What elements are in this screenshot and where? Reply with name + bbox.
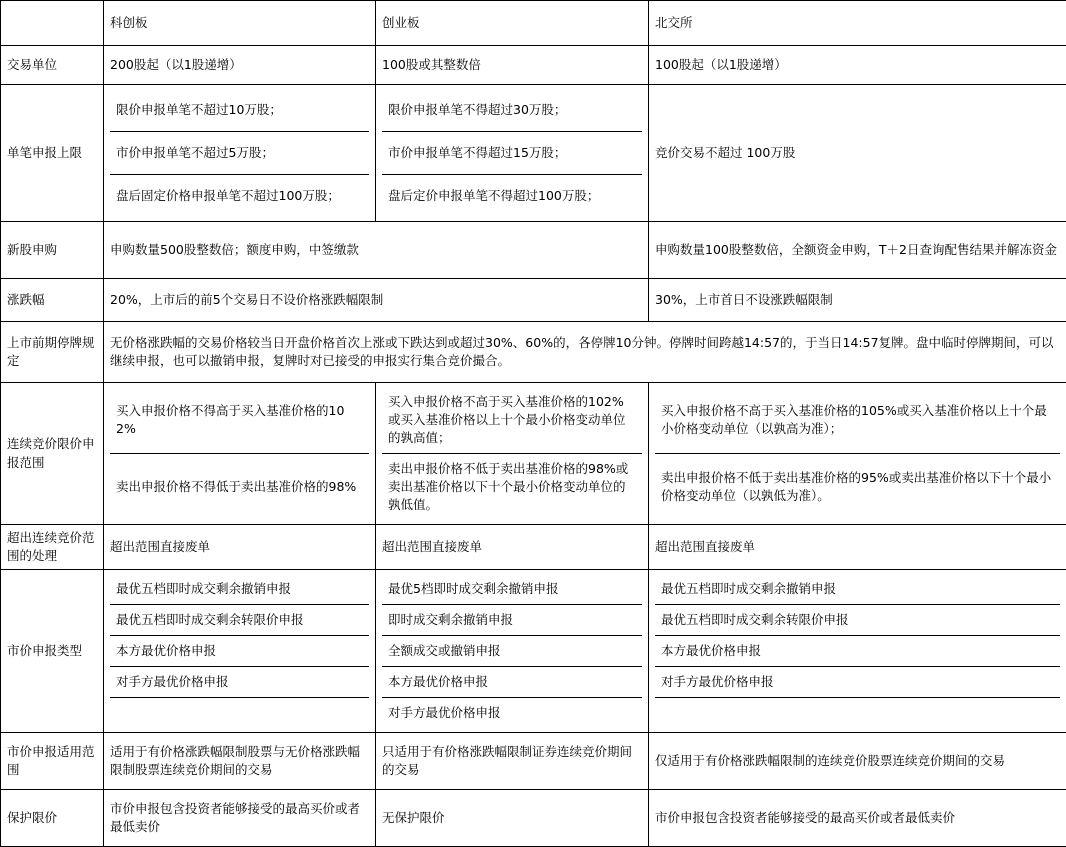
sub-item: 最优五档即时成交剩余撤销申报 bbox=[110, 574, 369, 605]
table-row bbox=[1, 790, 1066, 847]
row-label-price-limit: 涨跌幅 bbox=[1, 279, 104, 322]
cell-out-of-range-beijiaosuo: 超出范围直接废单 bbox=[649, 525, 1066, 570]
row-label-trading-unit: 交易单位 bbox=[1, 46, 104, 85]
sub-item-empty bbox=[655, 698, 1060, 729]
column-header-beijiaosuo: 北交所 bbox=[649, 1, 1066, 46]
sub-item: 对手方最优价格申报 bbox=[382, 698, 642, 729]
column-header-chuangye: 创业板 bbox=[376, 1, 649, 46]
row-label-market-order-scope: 市价申报适用范围 bbox=[1, 733, 104, 790]
sub-item: 对手方最优价格申报 bbox=[655, 667, 1060, 698]
cell-new-share-subscription-kc-cy: 申购数量500股整数倍；额度申购，中签缴款 bbox=[104, 222, 649, 279]
table-row bbox=[1, 46, 1066, 85]
cell-trading-unit-kechuang: 200股起（以1股递增） bbox=[104, 46, 376, 85]
sub-item: 对手方最优价格申报 bbox=[110, 667, 369, 698]
cell-trading-unit-chuangye: 100股或其整数倍 bbox=[376, 46, 649, 85]
table-row bbox=[1, 733, 1066, 790]
sub-item-buy: 买入申报价格不高于买入基准价格的105%或买入基准价格以上十个最小价格变动单位（以孰高为准）； bbox=[655, 387, 1060, 454]
sub-item: 盘后固定价格申报单笔不超过100万股； bbox=[110, 175, 369, 218]
cell-price-limit-beijiaosuo: 30%，上市首日不设涨跌幅限制 bbox=[649, 279, 1066, 322]
row-label-single-order-cap: 单笔申报上限 bbox=[1, 85, 104, 222]
cell-protective-limit-beijiaosuo: 市价申报包含投资者能够接受的最高买价或者最低卖价 bbox=[649, 790, 1066, 847]
cell-continuous-auction-kechuang bbox=[104, 383, 376, 525]
cell-out-of-range-kechuang: 超出范围直接废单 bbox=[104, 525, 376, 570]
table-row bbox=[1, 222, 1066, 279]
table-row bbox=[1, 322, 1066, 383]
sub-item: 限价申报单笔不得超过30万股； bbox=[382, 89, 642, 132]
sub-item: 限价申报单笔不超过10万股； bbox=[110, 89, 369, 132]
sub-item: 本方最优价格申报 bbox=[655, 636, 1060, 667]
table-row bbox=[1, 85, 1066, 222]
cell-market-order-scope-kechuang: 适用于有价格涨跌幅限制股票与无价格涨跌幅限制股票连续竞价期间的交易 bbox=[104, 733, 376, 790]
cell-single-order-cap-chuangye bbox=[376, 85, 649, 222]
cell-protective-limit-kechuang: 市价申报包含投资者能够接受的最高买价或者最低卖价 bbox=[104, 790, 376, 847]
table-row bbox=[1, 279, 1066, 322]
cell-ipo-suspension-rule-all: 无价格涨跌幅的交易价格较当日开盘价格首次上涨或下跌达到或超过30%、60%的，各停牌10分钟。停牌时间跨越14:57的，于当日14:57复牌。盘中临时停牌期间，可以继续申报，也可以撤销申报，复牌时对已接受的申报实行集合竞价撮合。 bbox=[104, 322, 1066, 383]
cell-single-order-cap-beijiaosuo: 竞价交易不超过 100万股 bbox=[649, 85, 1066, 222]
sub-item: 最优五档即时成交剩余转限价申报 bbox=[110, 605, 369, 636]
sub-item-buy: 买入申报价格不得高于买入基准价格的102% bbox=[110, 387, 369, 454]
table-header-row bbox=[1, 1, 1066, 46]
cell-continuous-auction-beijiaosuo bbox=[649, 383, 1066, 525]
row-label-market-order-types: 市价申报类型 bbox=[1, 570, 104, 733]
cell-trading-unit-beijiaosuo: 100股起（以1股递增） bbox=[649, 46, 1066, 85]
row-label-continuous-auction-range: 连续竞价限价申报范围 bbox=[1, 383, 104, 525]
sub-item-buy: 买入申报价格不高于买入基准价格的102%或买入基准价格以上十个最小价格变动单位的孰高值； bbox=[382, 387, 642, 454]
sub-item: 最优5档即时成交剩余撤销申报 bbox=[382, 574, 642, 605]
sub-item: 本方最优价格申报 bbox=[382, 667, 642, 698]
table-row bbox=[1, 570, 1066, 733]
cell-continuous-auction-chuangye bbox=[376, 383, 649, 525]
cell-market-order-types-chuangye bbox=[376, 570, 649, 733]
cell-single-order-cap-kechuang bbox=[104, 85, 376, 222]
sub-item: 最优五档即时成交剩余转限价申报 bbox=[655, 605, 1060, 636]
sub-item: 市价申报单笔不超过5万股； bbox=[110, 132, 369, 175]
cell-protective-limit-chuangye: 无保护限价 bbox=[376, 790, 649, 847]
column-header-kechuang: 科创板 bbox=[104, 1, 376, 46]
sub-item-sell: 卖出申报价格不低于卖出基准价格的95%或卖出基准价格以下十个最小价格变动单位（以孰低为准）。 bbox=[655, 454, 1060, 521]
row-label-new-share-subscription: 新股申购 bbox=[1, 222, 104, 279]
cell-out-of-range-chuangye: 超出范围直接废单 bbox=[376, 525, 649, 570]
sub-item: 即时成交剩余撤销申报 bbox=[382, 605, 642, 636]
row-label-ipo-suspension-rule: 上市前期停牌规定 bbox=[1, 322, 104, 383]
sub-item-sell: 卖出申报价格不低于卖出基准价格的98%或卖出基准价格以下十个最小价格变动单位的孰低值。 bbox=[382, 454, 642, 521]
sub-item: 本方最优价格申报 bbox=[110, 636, 369, 667]
cell-market-order-scope-beijiaosuo: 仅适用于有价格涨跌幅限制的连续竞价股票连续竞价期间的交易 bbox=[649, 733, 1066, 790]
row-label-protective-limit-price: 保护限价 bbox=[1, 790, 104, 847]
cell-new-share-subscription-beijiaosuo: 申购数量100股整数倍，全额资金申购，T＋2日查询配售结果并解冻资金 bbox=[649, 222, 1066, 279]
cell-market-order-types-beijiaosuo bbox=[649, 570, 1066, 733]
cell-price-limit-kc-cy: 20%，上市后的前5个交易日不设价格涨跌幅限制 bbox=[104, 279, 649, 322]
table-row bbox=[1, 525, 1066, 570]
table-row bbox=[1, 383, 1066, 525]
sub-item-empty bbox=[110, 698, 369, 729]
cell-market-order-types-kechuang bbox=[104, 570, 376, 733]
sub-item: 全额成交或撤销申报 bbox=[382, 636, 642, 667]
sub-item: 最优五档即时成交剩余撤销申报 bbox=[655, 574, 1060, 605]
sub-item: 市价申报单笔不得超过15万股； bbox=[382, 132, 642, 175]
sub-item: 盘后定价申报单笔不得超过100万股； bbox=[382, 175, 642, 218]
sub-item-sell: 卖出申报价格不得低于卖出基准价格的98% bbox=[110, 454, 369, 521]
table-corner-cell bbox=[1, 1, 104, 46]
cell-market-order-scope-chuangye: 只适用于有价格涨跌幅限制证券连续竞价期间的交易 bbox=[376, 733, 649, 790]
row-label-out-of-range-handling: 超出连续竞价范围的处理 bbox=[1, 525, 104, 570]
